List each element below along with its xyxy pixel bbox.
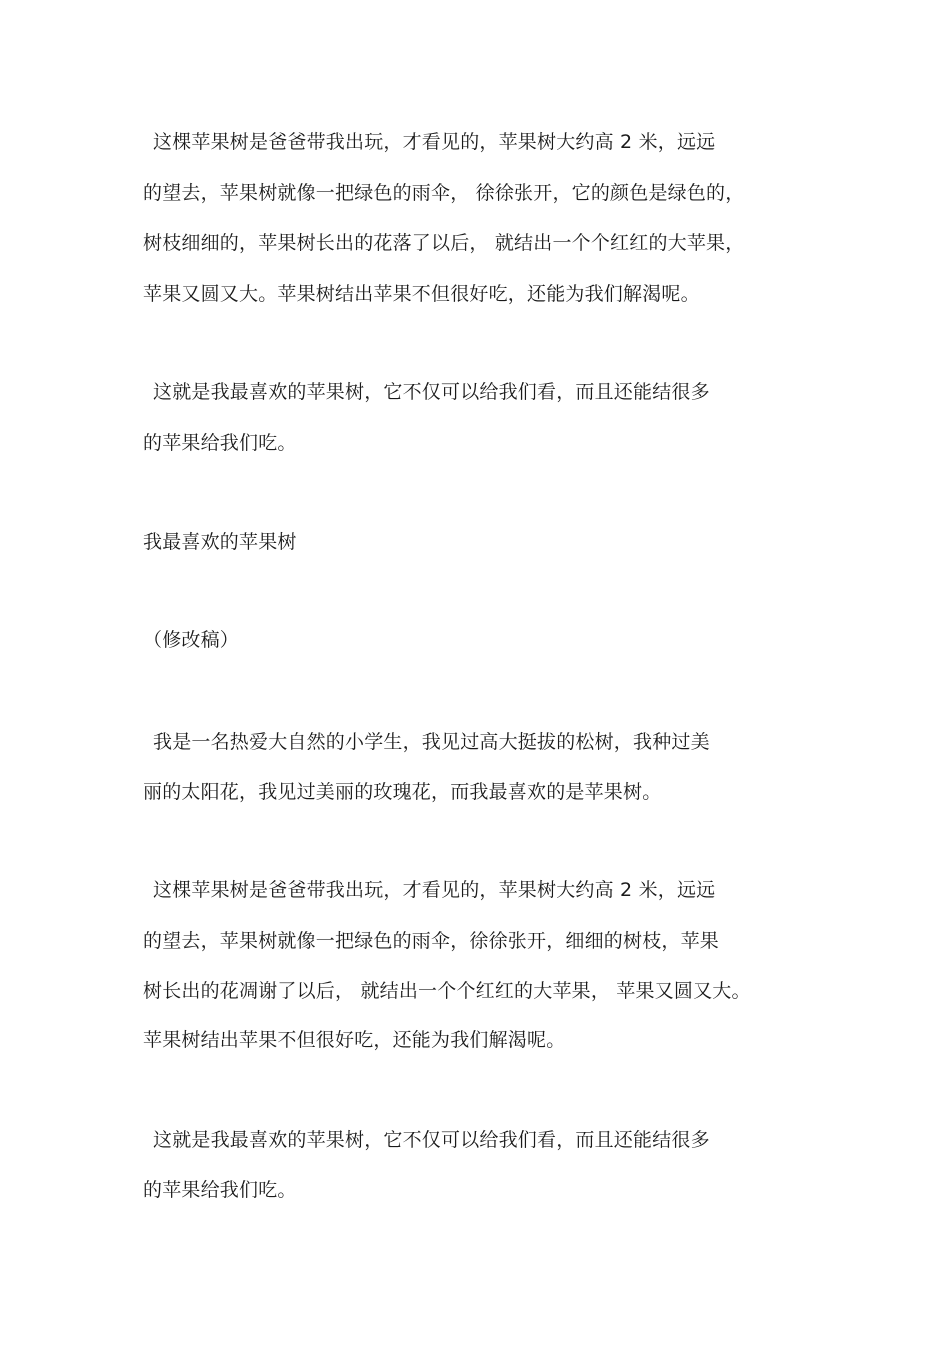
paragraph-4-line-1: 这棵苹果树是爸爸带我出玩，才看见的，苹果树大约高 2 米，远远: [153, 879, 716, 901]
paragraph-2-line-2: 的苹果给我们吃。: [143, 432, 297, 454]
paragraph-1-line-4: 苹果又圆又大。苹果树结出苹果不但很好吃，还能为我们解渴呢。: [143, 283, 700, 305]
paragraph-5-line-1: 这就是我最喜欢的苹果树，它不仅可以给我们看，而且还能结很多: [153, 1129, 710, 1151]
paragraph-3-line-2: 丽的太阳花，我见过美丽的玫瑰花，而我最喜欢的是苹果树。: [143, 781, 662, 803]
essay-title: 我最喜欢的苹果树: [143, 531, 297, 553]
paragraph-2-line-1: 这就是我最喜欢的苹果树，它不仅可以给我们看，而且还能结很多: [153, 381, 710, 403]
paragraph-4-line-3: 树长出的花凋谢了以后， 就结出一个个红红的大苹果， 苹果又圆又大。: [143, 980, 751, 1002]
paragraph-1-line-2: 的望去，苹果树就像一把绿色的雨伞， 徐徐张开，它的颜色是绿色的，: [143, 182, 745, 204]
paragraph-5-line-2: 的苹果给我们吃。: [143, 1179, 297, 1201]
paragraph-1-line-1: 这棵苹果树是爸爸带我出玩，才看见的，苹果树大约高 2 米，远远: [153, 131, 716, 153]
paragraph-3-line-1: 我是一名热爱大自然的小学生，我见过高大挺拔的松树，我种过美: [153, 731, 710, 753]
paragraph-4-line-2: 的望去，苹果树就像一把绿色的雨伞，徐徐张开，细细的树枝，苹果: [143, 930, 720, 952]
paragraph-1-line-3: 树枝细细的，苹果树长出的花落了以后， 就结出一个个红红的大苹果，: [143, 232, 745, 254]
paragraph-4-line-4: 苹果树结出苹果不但很好吃，还能为我们解渴呢。: [143, 1029, 566, 1051]
revision-subtitle: （修改稿）: [143, 629, 240, 651]
